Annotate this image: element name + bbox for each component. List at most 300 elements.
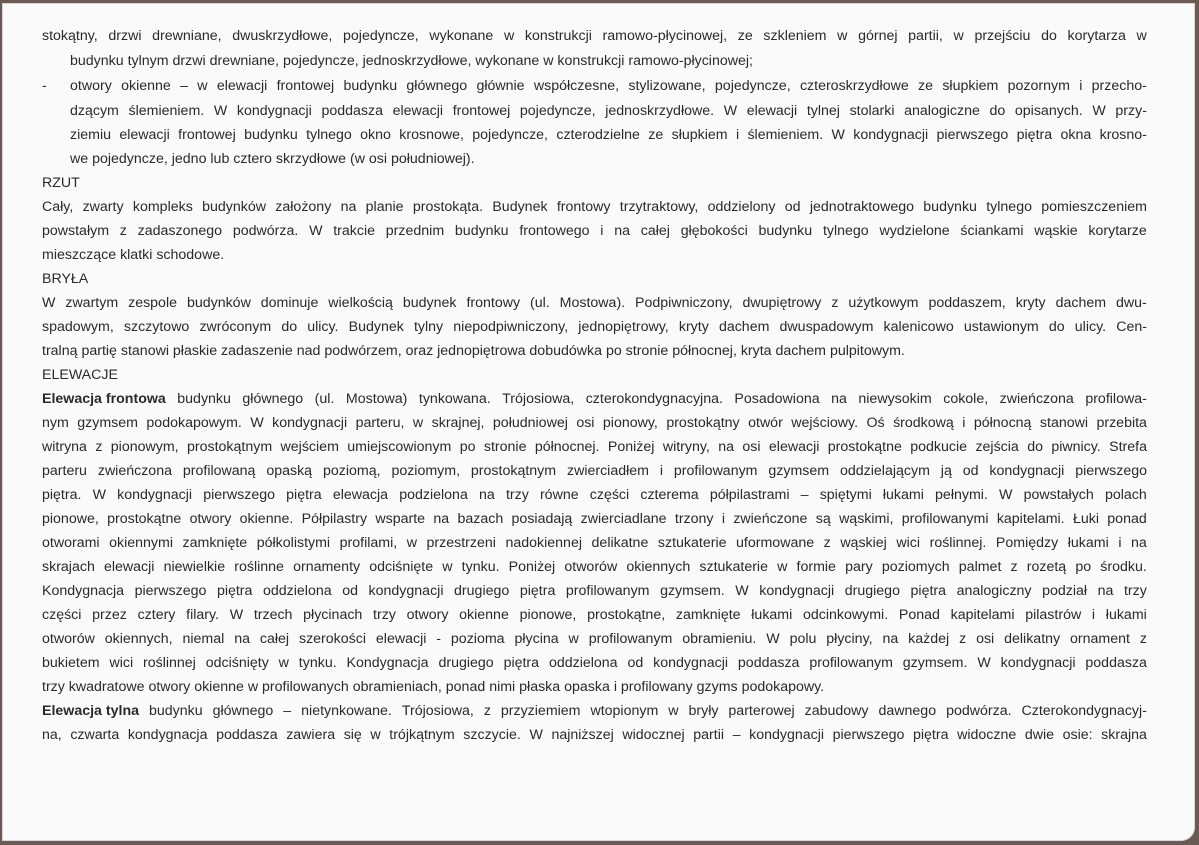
- text-line: [42, 245, 224, 265]
- word: trakcie: [333, 223, 376, 239]
- word: w: [442, 559, 453, 575]
- word: do: [1041, 28, 1057, 44]
- word: dachem: [775, 343, 830, 359]
- word: okienne.: [239, 511, 294, 527]
- word: płycina: [514, 631, 559, 647]
- word: roślinne: [234, 559, 284, 575]
- word: –: [283, 703, 292, 719]
- word: profilowany: [620, 679, 697, 695]
- word: podkucie: [910, 439, 968, 455]
- word: budynku: [70, 53, 128, 69]
- word: W: [831, 127, 845, 143]
- word: korytarza: [1067, 28, 1126, 44]
- word: i: [1118, 535, 1122, 551]
- text-line: [70, 149, 475, 169]
- word: niepodpiwniczony,: [453, 319, 569, 335]
- word: konstrukcji: [524, 28, 592, 44]
- text-line: [42, 317, 1147, 337]
- word: roślinnej: [142, 655, 196, 671]
- word: wejściowy.: [791, 415, 859, 431]
- document-page: [2, 3, 1195, 841]
- word: z: [119, 223, 127, 239]
- word: piętra: [1016, 127, 1053, 143]
- word: parterowej: [728, 703, 795, 719]
- word: prostokątne: [107, 511, 182, 527]
- text-line: [42, 76, 1147, 96]
- word: trójkątnym: [389, 727, 455, 743]
- word: tralną: [42, 343, 82, 359]
- word: w: [197, 78, 208, 94]
- word: widocznej: [622, 727, 685, 743]
- word: górnej: [858, 28, 898, 44]
- word: łukami: [882, 487, 924, 503]
- word: tynku.: [461, 559, 500, 575]
- word: bryły: [688, 703, 719, 719]
- word: dwuspadowym: [779, 319, 874, 335]
- word: cokole,: [943, 391, 989, 407]
- word: nym: [42, 415, 69, 431]
- word: głównie: [476, 78, 525, 94]
- word: okiennymi: [109, 535, 173, 551]
- word: piętra: [216, 583, 253, 599]
- text-line: [70, 101, 1147, 121]
- word: partię: [81, 343, 121, 359]
- word: tylnej: [806, 103, 840, 119]
- word: półkolistymi: [256, 535, 331, 551]
- word: wtopionym: [590, 703, 659, 719]
- word: dachem: [1055, 295, 1107, 311]
- text-line: [42, 557, 1147, 577]
- word: Poniżej: [508, 559, 556, 575]
- word: Posadowiona: [734, 391, 820, 407]
- word: kondygnacji: [853, 127, 929, 143]
- word: pierwszego: [936, 127, 1009, 143]
- word: pojedyncze,: [92, 151, 172, 167]
- word: elewacji: [768, 439, 820, 455]
- word: sztukaterie: [657, 535, 727, 551]
- word: przecho-: [1091, 78, 1147, 94]
- word: trzy: [373, 607, 396, 623]
- word: jednotraktowego: [809, 199, 914, 215]
- word: piętra: [910, 583, 947, 599]
- word: pierwszego: [203, 487, 276, 503]
- word: budynku: [177, 391, 231, 407]
- word: budynku: [148, 703, 203, 719]
- word: pilastrów: [1025, 607, 1082, 623]
- word: wici: [109, 655, 134, 671]
- word: zawiera: [286, 727, 336, 743]
- word: otworów: [42, 631, 95, 647]
- text-line: [70, 51, 753, 71]
- word: spadowym,: [42, 319, 114, 335]
- word: jednoskrzydłowe,: [362, 53, 476, 69]
- word: W: [42, 295, 56, 311]
- word: frontowej: [178, 127, 236, 143]
- word: (ul.: [530, 295, 550, 311]
- word: analogiczny: [956, 583, 1032, 599]
- word: słupkiem: [671, 127, 728, 143]
- word: kryta: [740, 343, 776, 359]
- word: zespole: [128, 295, 177, 311]
- word: ze: [918, 78, 934, 94]
- word: kompleks: [132, 199, 193, 215]
- word: czwarta: [70, 727, 120, 743]
- word: Kondygnacja: [42, 583, 125, 599]
- word: zwierciadlane: [580, 511, 667, 527]
- word: pionowy,: [602, 415, 658, 431]
- word: wykonane: [475, 53, 544, 69]
- word: ornament: [1070, 631, 1130, 647]
- word: powstałym: [42, 223, 110, 239]
- word: przez: [92, 607, 127, 623]
- word: skrajnej,: [431, 415, 485, 431]
- word: bukietem: [42, 655, 100, 671]
- word: drugiego: [438, 655, 494, 671]
- word: drugiego: [844, 583, 900, 599]
- word: W: [723, 103, 738, 119]
- text-line: [42, 509, 1147, 529]
- word: jedno: [171, 151, 211, 167]
- word: elewacji: [375, 631, 427, 647]
- word: W: [1092, 103, 1106, 119]
- word: na: [882, 631, 899, 647]
- word: podzielona: [399, 487, 468, 503]
- word: sztukaterie: [699, 559, 768, 575]
- word: czterokondygnacyjna.: [585, 391, 723, 407]
- word: odciśnięte: [369, 559, 434, 575]
- word: Trójosiowa,: [502, 391, 575, 407]
- word: na: [718, 439, 735, 455]
- word: dwuskrzydłowe,: [232, 28, 333, 44]
- word: od: [962, 463, 979, 479]
- word: Mostowa).: [559, 295, 626, 311]
- word: szczytowo: [123, 319, 190, 335]
- word: piętra.: [42, 487, 82, 503]
- word: obramieniach,: [352, 679, 446, 695]
- word: zwieńczona: [97, 463, 172, 479]
- word: przednim: [385, 223, 445, 239]
- word: lub: [210, 151, 234, 167]
- word: do: [1027, 439, 1043, 455]
- word: łukami: [751, 607, 793, 623]
- word: z: [1139, 631, 1147, 647]
- word: dachem: [718, 319, 770, 335]
- word: do: [1048, 319, 1065, 335]
- word: kondygnacji: [236, 103, 312, 119]
- word: w: [1136, 28, 1147, 44]
- word: Łuki: [1072, 511, 1099, 527]
- bullet-marker: -: [42, 78, 47, 94]
- word: polach: [1104, 487, 1147, 503]
- word: szczycie.: [463, 727, 521, 743]
- word: elewacji: [746, 103, 798, 119]
- word: prostokątne: [827, 439, 902, 455]
- word: ściankami: [960, 223, 1024, 239]
- text-line: [42, 26, 1147, 46]
- word: Podpiwniczony,: [635, 295, 733, 311]
- word: piwnicy.: [1051, 439, 1101, 455]
- word: pomieszczeniem: [1041, 199, 1147, 215]
- word: w: [406, 535, 417, 551]
- word: tylnego: [986, 199, 1032, 215]
- word: trzy: [505, 487, 529, 503]
- word: budynków: [202, 199, 266, 215]
- word: stylizowane,: [628, 78, 706, 94]
- word: w: [668, 703, 679, 719]
- word: opisanych.: [1014, 103, 1083, 119]
- section-heading: ELEWACJE: [42, 367, 118, 383]
- word: z: [95, 439, 103, 455]
- word: otworów: [564, 559, 618, 575]
- word: dwu-: [1116, 295, 1147, 311]
- word: gzymsem: [768, 463, 830, 479]
- word: powstałych: [1023, 487, 1094, 503]
- word: –: [732, 727, 741, 743]
- word: budynku: [758, 223, 813, 239]
- word: głównego: [242, 391, 304, 407]
- word: W: [735, 583, 749, 599]
- word: odcinkowymi.: [803, 607, 889, 623]
- word: głębokości: [680, 223, 748, 239]
- word: na: [234, 631, 250, 647]
- word: odciśnięty: [205, 655, 269, 671]
- word: budynek: [402, 295, 457, 311]
- word: stanowi: [120, 343, 173, 359]
- word: skrajna: [1101, 727, 1147, 743]
- word: kondygnacja: [127, 727, 208, 743]
- word: formie: [796, 559, 836, 575]
- word: elewacji: [103, 559, 155, 575]
- word: ponad: [445, 679, 490, 695]
- word: drewniane,: [209, 53, 283, 69]
- word: dwie: [1024, 727, 1055, 743]
- word: równe: [539, 487, 579, 503]
- word: osi: [976, 631, 995, 647]
- word: krosnowe,: [399, 127, 464, 143]
- word: witryna: [42, 439, 87, 455]
- word: półpilastrami: [709, 487, 790, 503]
- word: frontowy: [466, 295, 521, 311]
- word: trzony: [674, 511, 714, 527]
- word: przejściu: [974, 28, 1031, 44]
- word: pojedyncze,: [343, 28, 419, 44]
- word: tylnego: [306, 127, 352, 143]
- word: gzymsem: [77, 415, 138, 431]
- word: na: [433, 511, 450, 527]
- word: wielkością: [328, 295, 393, 311]
- word: budynku: [244, 127, 298, 143]
- word: okna: [1060, 127, 1092, 143]
- word: kapitelami: [950, 607, 1015, 623]
- text-line: [42, 581, 1147, 601]
- word: otwór: [748, 415, 783, 431]
- text-line: [42, 701, 1147, 721]
- word: zwróconym: [199, 319, 272, 335]
- word: z: [1010, 559, 1018, 575]
- word: ślemieniem.: [747, 127, 824, 143]
- word: poddasza: [1085, 655, 1147, 671]
- word: kondygnacji: [749, 727, 825, 743]
- word: po: [605, 343, 626, 359]
- word: jednopiętrowa: [437, 343, 530, 359]
- word: południowej).: [390, 151, 475, 167]
- word: i: [721, 511, 725, 527]
- text-line: [70, 125, 1147, 145]
- word: budynku: [343, 78, 398, 94]
- section-heading: RZUT: [42, 175, 80, 191]
- word: budynku: [454, 223, 509, 239]
- word: delikatne: [591, 535, 649, 551]
- word: elewacji: [392, 103, 444, 119]
- word: Cały,: [42, 199, 74, 215]
- word: przy-: [1115, 103, 1147, 119]
- word: po: [459, 439, 476, 455]
- text-line: [42, 437, 1147, 457]
- word: Oś: [866, 415, 885, 431]
- word: oddzielony: [707, 199, 776, 215]
- word: poziomym,: [391, 463, 461, 479]
- word: środku.: [1100, 559, 1147, 575]
- word: Ponad: [898, 607, 940, 623]
- word: piętra: [519, 583, 556, 599]
- word: prostokątnym: [470, 463, 557, 479]
- word: elewacja: [332, 487, 389, 503]
- word: drugiego: [454, 583, 510, 599]
- word: z: [483, 703, 491, 719]
- text-line: [42, 221, 1147, 241]
- word: i: [1079, 78, 1083, 94]
- word: ziemiu: [70, 127, 111, 143]
- word: Pomiędzy: [995, 535, 1059, 551]
- word: zadaszonego: [137, 223, 223, 239]
- word: zwarty: [82, 199, 124, 215]
- word: -: [436, 631, 442, 647]
- word: (ul.: [314, 391, 335, 407]
- word: stolarki: [849, 103, 895, 119]
- text-line: [42, 413, 1147, 433]
- word: uformowane: [736, 535, 815, 551]
- text-line: [42, 389, 1147, 409]
- word: zamknięte: [675, 607, 741, 623]
- word: północnej,: [672, 343, 741, 359]
- word: schodowe.: [156, 247, 225, 263]
- word: w: [837, 28, 848, 44]
- word: południowej: [492, 415, 568, 431]
- word: zejścia: [975, 439, 1019, 455]
- word: tynkowana.: [418, 391, 491, 407]
- word: pionowe,: [519, 607, 577, 623]
- word: na: [831, 391, 847, 407]
- word: ze: [648, 127, 664, 143]
- word: nimi: [489, 679, 520, 695]
- word: przebita: [1096, 415, 1147, 431]
- word: najniższej: [551, 727, 614, 743]
- text-line: [42, 533, 1147, 553]
- word: z: [959, 631, 967, 647]
- word: do: [989, 103, 1006, 119]
- word: W: [229, 607, 244, 623]
- word: umiejscowionym: [347, 439, 452, 455]
- word: drzwi: [108, 28, 142, 44]
- word: otwory: [189, 511, 232, 527]
- word: przestrzeni: [426, 535, 496, 551]
- word: skrzydłowe: [275, 151, 350, 167]
- word: zwartym: [65, 295, 119, 311]
- word: kryty: [678, 319, 709, 335]
- word: niewielkie: [163, 559, 226, 575]
- word: pełnymi.: [935, 487, 988, 503]
- word: mieszczące: [42, 247, 121, 263]
- word: pary: [845, 559, 873, 575]
- word: profilami,: [339, 535, 398, 551]
- word: prostokątnym: [187, 439, 273, 455]
- word: gzymsem.: [902, 655, 968, 671]
- word: W: [309, 223, 323, 239]
- word: prostokąta.: [412, 199, 484, 215]
- word: kondygnacji: [653, 655, 729, 671]
- word: od: [627, 655, 644, 671]
- word: ustawionym: [963, 319, 1039, 335]
- word: piętra: [286, 487, 322, 503]
- word: z: [823, 535, 831, 551]
- word: tynku.: [298, 655, 337, 671]
- word: całej: [259, 631, 290, 647]
- word: okno: [360, 127, 391, 143]
- word: na: [614, 223, 630, 239]
- word: ornamenty: [293, 559, 361, 575]
- word: profilowanymi: [901, 511, 989, 527]
- word: w: [370, 727, 381, 743]
- word: osie:: [1062, 727, 1093, 743]
- word: po: [1075, 559, 1092, 575]
- word: zwieńczona: [999, 391, 1074, 407]
- word: ramowo-płycinowej,: [602, 28, 728, 44]
- word: w: [503, 28, 515, 44]
- word: frontowy: [556, 199, 611, 215]
- word: na: [1097, 583, 1114, 599]
- word: całej: [640, 223, 670, 239]
- word: Czterokondygnacyj-: [1021, 703, 1147, 719]
- word: poddaszem,: [928, 295, 1006, 311]
- word: frontowej: [276, 78, 335, 94]
- word: opaską: [266, 463, 313, 479]
- word: prostokątne,: [587, 607, 666, 623]
- text-line: [42, 725, 1147, 745]
- word: spiętymi: [819, 487, 872, 503]
- word: opaska: [564, 679, 614, 695]
- word: północnej.: [534, 439, 600, 455]
- word: dawnego: [878, 703, 937, 719]
- word: profilowaną: [182, 463, 256, 479]
- word: dzącym: [70, 103, 119, 119]
- word: stronie: [483, 439, 527, 455]
- word: dominuje: [260, 295, 319, 311]
- word: od: [784, 199, 801, 215]
- word: Budynek: [492, 199, 548, 215]
- word: wąskie: [1034, 223, 1078, 239]
- word: trzytraktowy,: [619, 199, 699, 215]
- word: budynku: [923, 199, 977, 215]
- word: profilowanych: [262, 679, 353, 695]
- word: (w: [349, 151, 369, 167]
- word: –: [800, 487, 809, 503]
- word: czterema: [640, 487, 699, 503]
- word: –: [180, 78, 188, 94]
- word: tylnym: [127, 53, 173, 69]
- word: poziomą,: [322, 463, 381, 479]
- word: wici: [896, 535, 921, 551]
- word: profilowanym: [565, 583, 650, 599]
